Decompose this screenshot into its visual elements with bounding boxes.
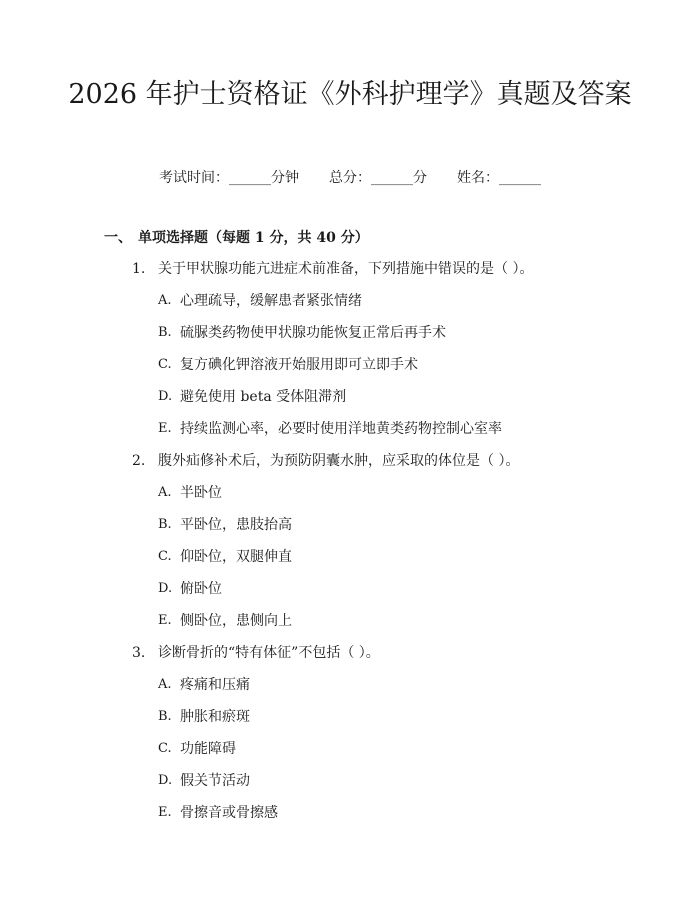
option-text: 仰卧位，双腿伸直 [180, 549, 292, 565]
option-letter: E. [158, 421, 172, 436]
option-letter: A. [158, 293, 172, 308]
name-label: 姓名：______ [457, 170, 541, 186]
option-text: 俯卧位 [180, 581, 222, 597]
exam-info-line [0, 168, 700, 188]
option-item [0, 418, 700, 450]
option-letter: D. [158, 581, 173, 596]
option-letter: C. [158, 357, 172, 372]
option-item [0, 706, 700, 738]
exam-time-label: 考试时间：______分钟 [159, 170, 299, 186]
question-text: 关于甲状腺功能亢进症术前准备，下列措施中错误的是（ ）。 [158, 261, 534, 277]
option-letter: A. [158, 485, 172, 500]
option-letter: E. [158, 613, 172, 628]
option-item [0, 386, 700, 418]
option-item [0, 290, 700, 322]
option-item [0, 674, 700, 706]
option-item [0, 514, 700, 546]
option-text: 半卧位 [180, 485, 222, 501]
question-number: 2. [132, 453, 146, 469]
option-letter: B. [158, 709, 172, 724]
option-item [0, 578, 700, 610]
section-number: 一、 [104, 230, 132, 246]
question-stem [0, 642, 700, 674]
question-text: 诊断骨折的“特有体征”不包括（ ）。 [158, 645, 380, 661]
section-heading [104, 228, 369, 248]
option-text: 复方碘化钾溶液开始服用即可立即手术 [180, 357, 418, 373]
option-text: 避免使用 beta 受体阻滞剂 [180, 389, 347, 405]
question-number: 3. [132, 645, 146, 661]
option-letter: C. [158, 549, 172, 564]
question-list [0, 258, 700, 834]
option-letter: C. [158, 741, 172, 756]
question-text: 腹外疝修补术后，为预防阴囊水肿，应采取的体位是（ ）。 [158, 453, 520, 469]
option-letter: D. [158, 389, 173, 404]
option-letter: E. [158, 805, 172, 820]
question-stem [0, 450, 700, 482]
option-text: 侧卧位，患侧向上 [180, 613, 292, 629]
option-item [0, 354, 700, 386]
option-item [0, 546, 700, 578]
option-item [0, 770, 700, 802]
option-letter: D. [158, 773, 173, 788]
page-title: 2026 年护士资格证《外科护理学》真题及答案 [68, 79, 632, 110]
option-item [0, 738, 700, 770]
option-item [0, 482, 700, 514]
question-number: 1. [132, 261, 146, 277]
option-text: 肿胀和瘀斑 [180, 709, 250, 725]
question-stem [0, 258, 700, 290]
total-score-label: 总分：______分 [329, 170, 427, 186]
option-text: 假关节活动 [180, 773, 250, 789]
option-text: 持续监测心率，必要时使用洋地黄类药物控制心室率 [180, 421, 502, 437]
option-text: 心理疏导，缓解患者紧张情绪 [180, 293, 362, 309]
option-letter: B. [158, 517, 172, 532]
option-text: 平卧位，患肢抬高 [180, 517, 292, 533]
option-item [0, 802, 700, 834]
option-text: 骨擦音或骨擦感 [180, 805, 278, 821]
option-item [0, 610, 700, 642]
section-title: 单项选择题（每题 1 分，共 40 分） [138, 230, 369, 246]
option-text: 疼痛和压痛 [180, 677, 250, 693]
option-text: 功能障碍 [180, 741, 236, 757]
option-letter: A. [158, 677, 172, 692]
option-text: 硫脲类药物使甲状腺功能恢复正常后再手术 [180, 325, 446, 341]
option-item [0, 322, 700, 354]
option-letter: B. [158, 325, 172, 340]
